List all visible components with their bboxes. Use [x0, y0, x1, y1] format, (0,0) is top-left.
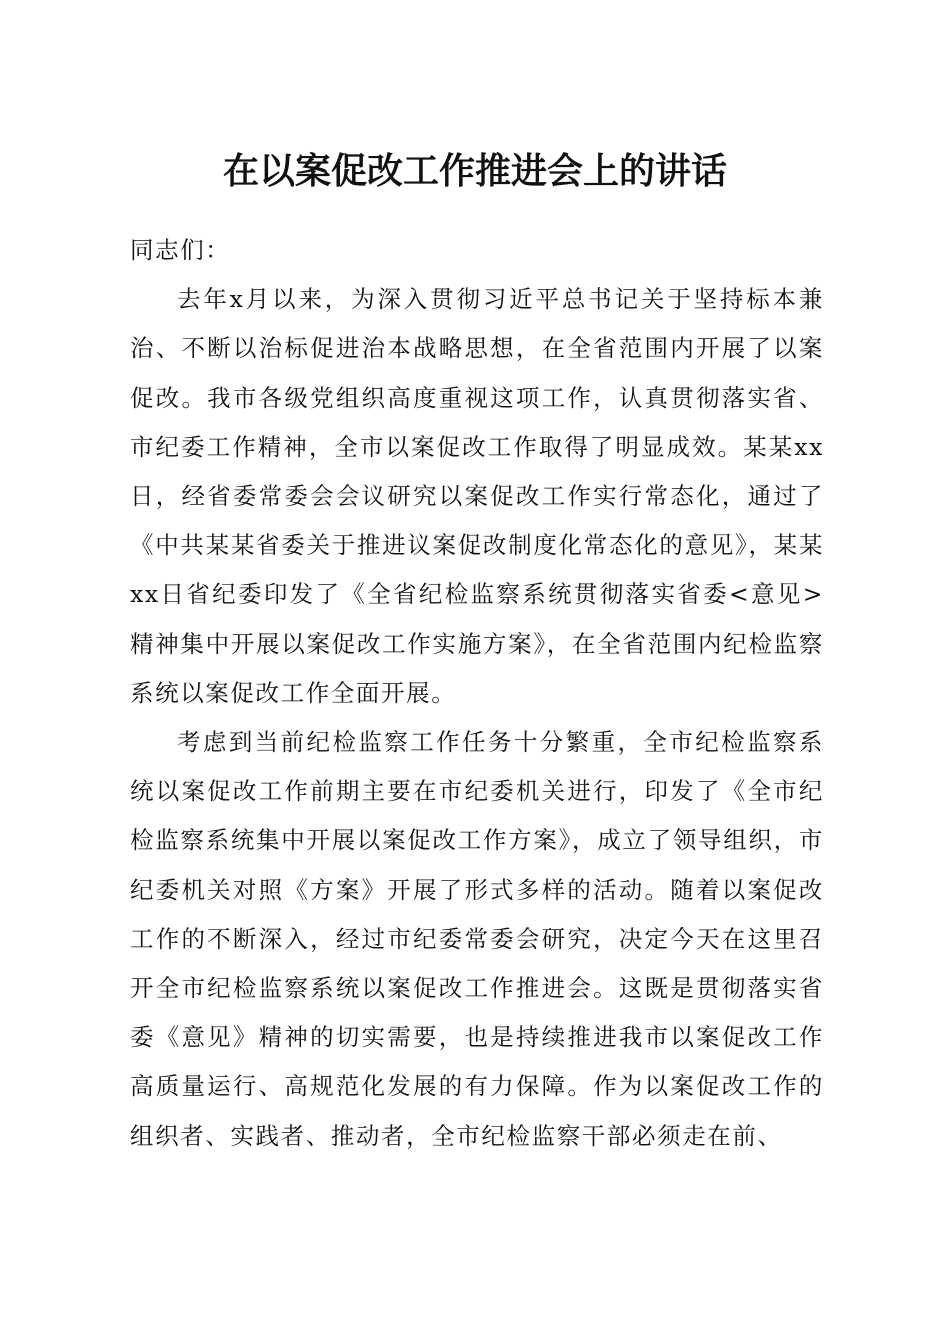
paragraph-2: 考虑到当前纪检监察工作任务十分繁重，全市纪检监察系统以案促改工作前期主要在市纪委机关进行，印发了《全市纪检监察系统集中开展以案促改工作方案》，成立了领导组织，市纪委机关对照《方案》开展了形式多样的活动。随着以案促改工作的不断深入，经过市纪委常委会研究，决定今天在这里召开全市纪检监察系统以案促改工作推进会。这既是贯彻落实省委《意见》精神的切实需要，也是持续推进我市以案促改工作高质量运行、高规范化发展的有力保障。作为以案促改工作的组织者、实践者、推动者，全市纪检监察干部必须走在前、 [130, 728, 824, 1150]
document-body [130, 226, 824, 1161]
document-title: 在以案促改工作推进会上的讲话 [222, 151, 727, 192]
salutation: 同志们： [130, 236, 231, 264]
paragraph-1: 去年x月以来，为深入贯彻习近平总书记关于坚持标本兼治、不断以治标促进治本战略思想，在全省范围内开展了以案促改。我市各级党组织高度重视这项工作，认真贯彻落实省、市纪委工作精神，全市以案促改工作取得了明显成效。某某xx日，经省委常委会会议研究以案促改工作实行常态化，通过了《中共某某省委关于推进议案促改制度化常态化的意见》，某某xx日省纪委印发了《全省纪检监察系统贯彻落实省委<意见>精神集中开展以案促改工作实施方案》，在全省范围内纪检监察系统以案促改工作全面开展。 [130, 285, 824, 707]
